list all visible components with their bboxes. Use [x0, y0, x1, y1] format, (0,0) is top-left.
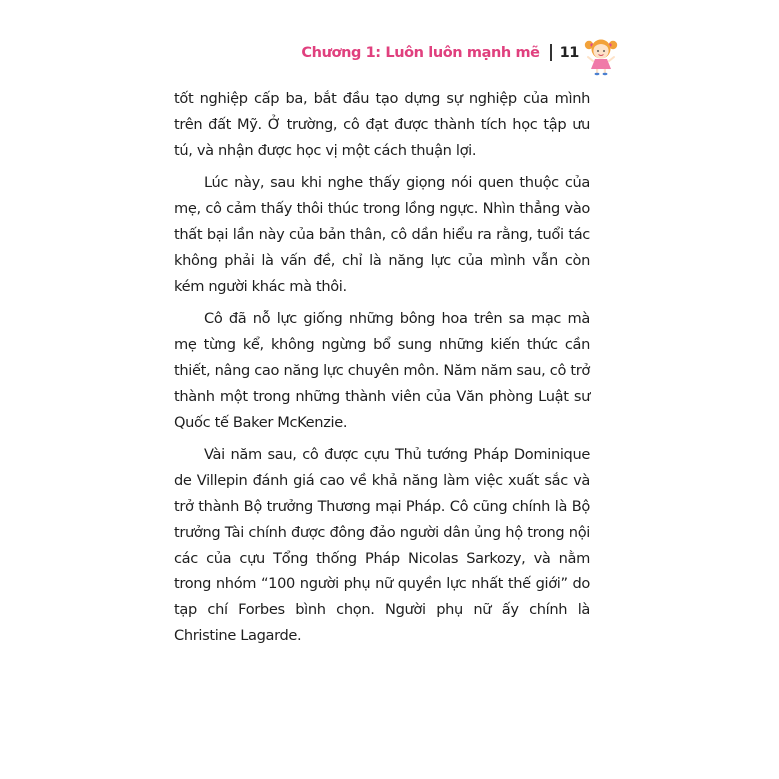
page-number: 11: [559, 44, 579, 61]
chapter-title: Chương 1: Luôn luôn mạnh mẽ: [301, 44, 540, 61]
girl-with-pigtails-icon: [584, 36, 618, 76]
paragraph-1: tốt nghiệp cấp ba, bắt đầu tạo dựng sự nghiệp của mình trên đất Mỹ. Ở trường, cô đạt được thành tích học tập ưu tú, và nhận được học vị một cách thuận lợi.: [174, 90, 590, 159]
header-separator: [550, 44, 552, 61]
paragraph-3: Cô đã nỗ lực giống những bông hoa trên sa mạc mà mẹ từng kể, không ngừng bổ sung những kiến thức cần thiết, nâng cao năng lực chuyên môn. Năm năm sau, cô trở thành một trong những thành viên của Văn phòng Luật sư Quốc tế Baker McKenzie.: [174, 310, 590, 431]
running-header: [301, 44, 579, 61]
body-text: [174, 86, 590, 656]
paragraph-2: Lúc này, sau khi nghe thấy giọng nói quen thuộc của mẹ, cô cảm thấy thôi thúc trong lồng ngực. Nhìn thẳng vào thất bại lần này của bản thân, cô dần hiểu ra rằng, tuổi tác không phải là vấn đề, chỉ là năng lực của mình vẫn còn kém người khác mà thôi.: [174, 174, 590, 295]
paragraph-4: Vài năm sau, cô được cựu Thủ tướng Pháp Dominique de Villepin đánh giá cao về khả năng làm việc xuất sắc và trở thành Bộ trưởng Thương mại Pháp. Cô cũng chính là Bộ trưởng Tài chính được đông đảo người dân ủng hộ trong nội các của cựu Tổng thống Pháp Nicolas Sarkozy, và nằm trong nhóm “100 người phụ nữ quyền lực nhất thế giới” do tạp chí Forbes bình chọn. Người phụ nữ ấy chính là Christine Lagarde.: [174, 446, 590, 644]
